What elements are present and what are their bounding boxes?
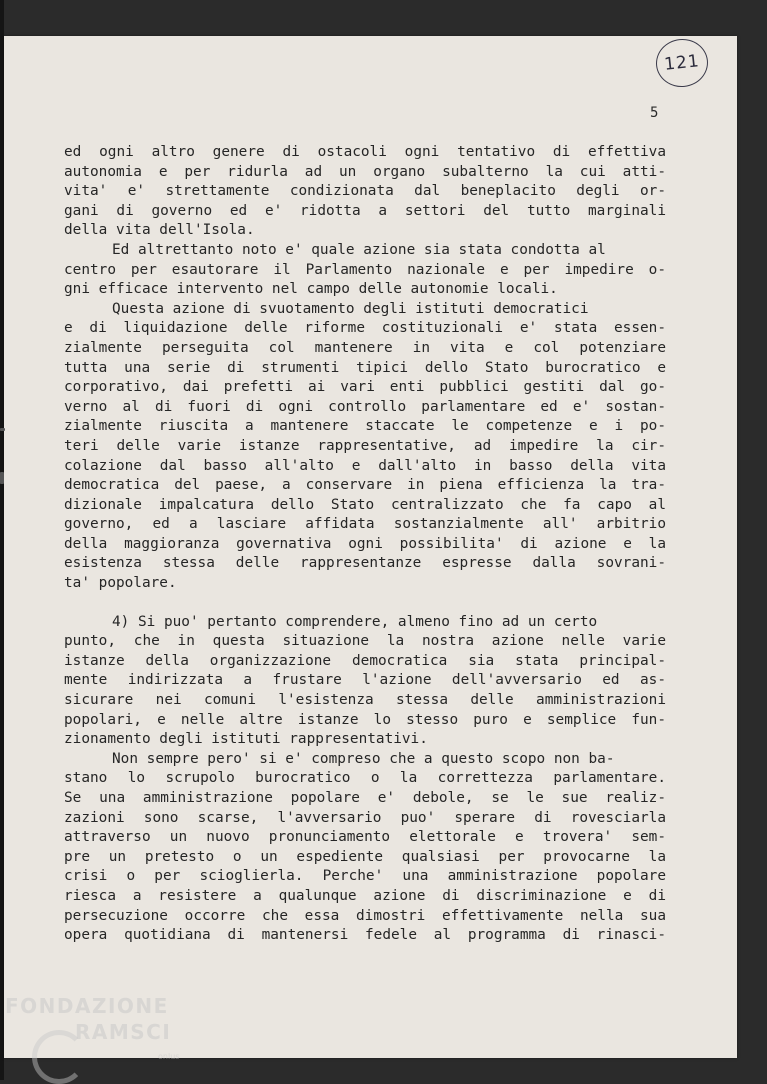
- text-line: Non sempre pero' si e' compreso che a questo scopo non ba-: [112, 750, 615, 767]
- text-line: teri delle varie istanze rappresentative, ad impedire la cir-: [64, 437, 666, 454]
- text-line: gni efficace intervento nel campo delle autonomie locali.: [64, 281, 558, 298]
- text-line: centro per esautorare il Parlamento nazionale e per impedire o-: [64, 261, 666, 278]
- text-line: istanze della organizzazione democratica sia stata principal-: [64, 652, 666, 669]
- text-line: crisi o per scioglierla. Perche' una amministrazione popolare: [64, 868, 666, 885]
- text-line: mente indirizzata a frustare l'azione dell'avversario ed as-: [64, 672, 666, 689]
- text-line: sicurare nei comuni l'esistenza stessa delle amministrazioni: [64, 692, 666, 709]
- paragraph-gap: [64, 594, 666, 613]
- text-line: della maggioranza governativa ogni possibilita' di azione e la: [64, 535, 666, 552]
- margin-mark: [0, 428, 5, 431]
- text-line: gani di governo ed e' ridotta a settori del tutto marginali: [64, 202, 666, 219]
- watermark-line-2: RAMSCI: [75, 1020, 172, 1044]
- text-line: punto, che in questa situazione la nostra azione nelle varie: [64, 633, 666, 650]
- text-line: e di liquidazione delle riforme costituzionali e' stata essen-: [64, 320, 666, 337]
- text-line: zionamento degli istituti rappresentativi.: [64, 731, 428, 748]
- watermark-sub: onlus: [158, 1052, 180, 1061]
- text-line: Se una amministrazione popolare e' debole, se le sue realiz-: [64, 790, 666, 806]
- text-line: riesca a resistere a qualunque azione di discriminazione e di: [64, 887, 666, 904]
- text-line: esistenza stessa delle rappresentanze espresse dalla sovrani-: [64, 555, 666, 572]
- margin-mark: [0, 472, 4, 484]
- text-line: democratica del paese, a conservare in piena efficienza la tra-: [64, 477, 666, 494]
- text-line: Questa azione di svuotamento degli istituti democratici: [112, 300, 589, 317]
- document-body: [64, 143, 666, 946]
- text-line: governo, ed a lasciare affidata sostanzialmente all' arbitrio: [64, 516, 666, 533]
- watermark: [5, 996, 171, 1042]
- text-line: Ed altrettanto noto e' quale azione sia stata condotta al: [112, 241, 606, 258]
- text-line: ta' popolare.: [64, 575, 177, 592]
- text-line: popolari, e nelle altre istanze lo stesso puro e semplice fun-: [64, 711, 666, 728]
- text-line: persecuzione occorre che essa dimostri effettivamente nella sua: [64, 907, 666, 924]
- text-line: 4) Si puo' pertanto comprendere, almeno fino ad un certo: [112, 613, 598, 630]
- text-line: zialmente riuscita a mantenere staccate le competenze e i po-: [64, 418, 666, 435]
- text-line: zazioni sono scarse, l'avversario puo' sperare di rovesciarla: [64, 809, 666, 826]
- text-line: tutta una serie di strumenti tipici dello Stato burocratico e: [64, 359, 666, 376]
- text-line: corporativo, dai prefetti ai vari enti pubblici gestiti dal go-: [64, 379, 666, 396]
- archive-number: 121: [663, 51, 701, 75]
- text-line: vita' e' strettamente condizionata dal beneplacito degli or-: [64, 183, 666, 200]
- text-line: zialmente perseguita col mantenere in vita e col potenziare: [64, 339, 666, 356]
- text-line: opera quotidiana di mantenersi fedele al programma di rinasci-: [64, 927, 666, 944]
- watermark-line-1: FONDAZIONE: [5, 994, 169, 1018]
- text-line: pre un pretesto o un espediente qualsiasi per provocarne la: [64, 848, 666, 865]
- text-line: attraverso un nuovo pronunciamento elettorale e trovera' sem-: [64, 829, 666, 846]
- text-line: stano lo scrupolo burocratico o la correttezza parlamentare.: [64, 770, 666, 787]
- text-line: colazione dal basso all'alto e dall'alto in basso della vita: [64, 457, 666, 474]
- text-line: dizionale impalcatura dello Stato centralizzato che fa capo al: [64, 496, 666, 513]
- text-line: verno al di fuori di ogni controllo parlamentare ed e' sostan-: [64, 398, 666, 415]
- text-line: autonomia e per ridurla ad un organo subalterno la cui atti-: [64, 163, 666, 180]
- text-line: della vita dell'Isola.: [64, 222, 255, 239]
- text-line: ed ogni altro genere di ostacoli ogni tentativo di effettiva: [64, 144, 666, 160]
- page-number: 5: [650, 105, 659, 121]
